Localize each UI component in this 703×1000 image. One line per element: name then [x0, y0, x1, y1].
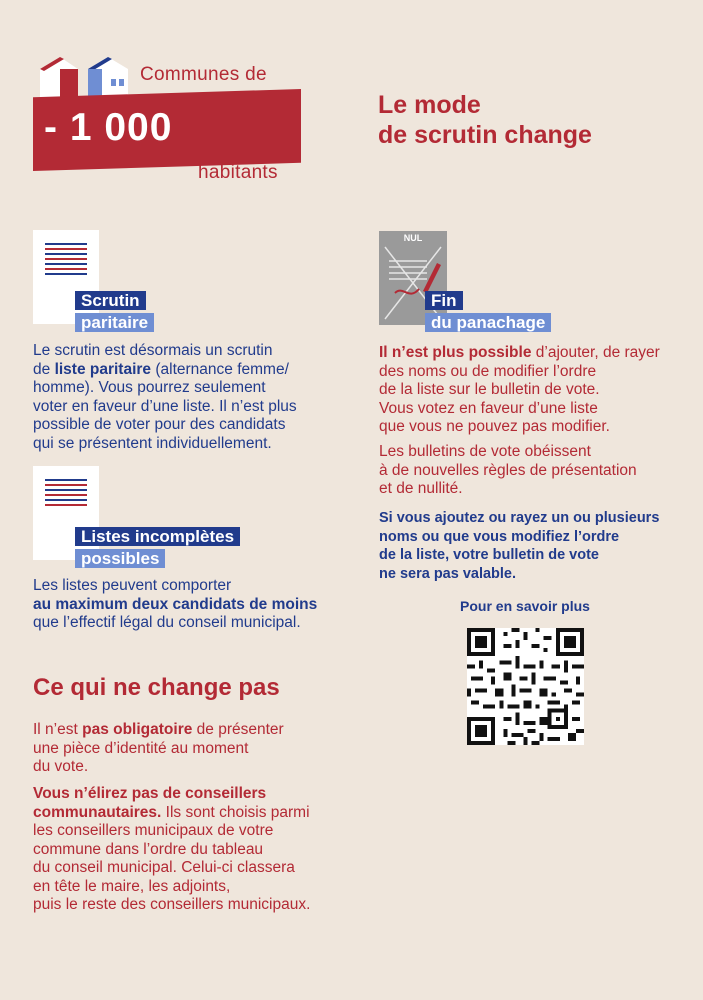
tag-listes-incompletes: Listes incomplètes possibles: [75, 526, 240, 570]
unchanged-text-2: Vous n’élirez pas de conseillers communautaires. Ils sont choisis parmi les conseillers municipaux de votre commune dans l’ordre du tableau du conseil municipal. Celui-ci classera en tête le maire, les adjoints, puis le reste des conseillers municipaux.: [33, 785, 311, 913]
tag-fin-panachage: Fin du panachage: [425, 290, 551, 334]
habitants-label: habitants: [198, 162, 278, 183]
section-title-unchanged: Ce qui ne change pas: [33, 674, 280, 701]
panachage-text-1: Il n’est plus possible d’ajouter, de rayer des noms ou de modifier l’ordre de la liste sur le bulletin de vote. Vous votez en faveur d’une liste que vous ne pouvez pas modifier.: [379, 344, 660, 435]
learn-more-label: Pour en savoir plus: [460, 598, 590, 614]
tag-scrutin-paritaire: Scrutin paritaire: [75, 290, 154, 334]
qr-code[interactable]: [467, 628, 584, 745]
panachage-text-2: Les bulletins de vote obéissent à de nouvelles règles de présentation et de nullité.: [379, 443, 637, 497]
page-title: Le mode de scrutin change: [378, 91, 592, 149]
panachage-warning: Si vous ajoutez ou rayez un ou plusieurs noms ou que vous modifiez l’ordre de la liste, votre bulletin de vote ne sera pas valable.: [379, 510, 660, 582]
unchanged-text-1: Il n’est pas obligatoire de présenter une pièce d’identité au moment du vote.: [33, 721, 284, 775]
population-threshold: - 1 000: [44, 106, 173, 149]
communes-de-label: Communes de: [140, 64, 267, 85]
nul-ballot-icon: NUL: [379, 231, 447, 325]
listes-incompletes-text: Les listes peuvent comporter au maximum deux candidats de moins que l’effectif légal du conseil municipal.: [33, 577, 318, 631]
scrutin-paritaire-text: Le scrutin est désormais un scrutin de liste paritaire (alternance femme/ homme). Vous pourrez seulement voter en faveur d’une liste. Il n’est plus possible de voter pour des candidats qui se présentent individuellement.: [33, 342, 297, 452]
